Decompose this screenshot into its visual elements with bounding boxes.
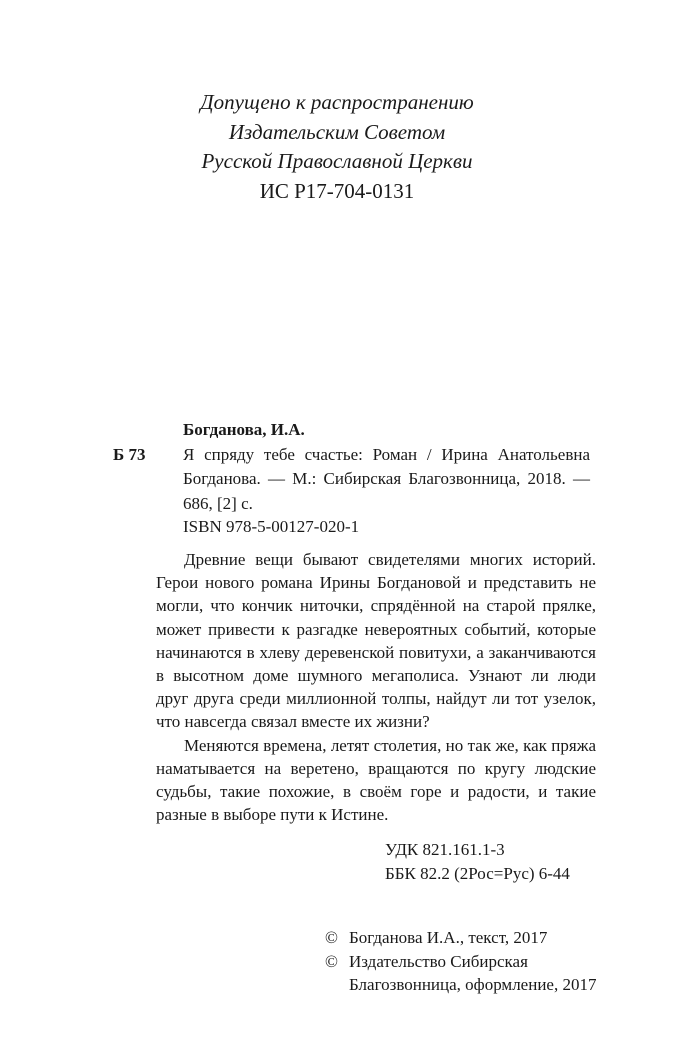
approval-code: ИС Р17-704-0131 — [259, 178, 415, 203]
annotation-paragraph-2: Меняются времена, летят столетия, но так же, как пряжа наматывается на веретено, вращаются по кругу людские судьбы, такие похожие, в своём горе и радости, и такие разные в выборе пути к Истине. — [156, 735, 596, 825]
copyright-icon: © — [325, 928, 338, 947]
copyright-publisher — [325, 950, 596, 974]
copyright-author-text: Богданова И.А., текст, 2017 — [349, 928, 548, 947]
approval-line-3: Русской Православной Церкви — [201, 149, 473, 173]
approval-block — [0, 88, 674, 206]
annotation — [156, 548, 596, 826]
approval-line-2: Издательским Советом — [228, 119, 446, 144]
isbn: ISBN 978-5-00127-020-1 — [183, 517, 360, 536]
copyright-publisher-continued: Благозвонница, оформление, 2017 — [349, 975, 597, 994]
copyright-publisher-text: Издательство Сибирская — [349, 951, 528, 971]
approval-line-1: Допущено к распространению — [200, 90, 474, 114]
bbk-code: ББК 82.2 (2Рос=Рус) 6-44 — [385, 863, 570, 883]
author-mark: Б 73 — [113, 444, 146, 464]
udk-code: УДК 821.161.1-3 — [385, 840, 505, 859]
copyright-block — [325, 926, 596, 997]
bibliographic-description: Я спряду тебе счастье: Роман / Ирина Анатольевна Богданова. — М.: Сибирская Благозвонница, 2018. — 686, [2] с. — [183, 444, 590, 513]
annotation-paragraph-1: Древние вещи бывают свидетелями многих историй. Герои нового романа Ирины Богдановой и представить не могли, что кончик ниточки, спрядённой на старой прялке, может привести к разгадке невероятных событий, которые начинаются в хлеву деревенской повитухи, а заканчиваются в высотном доме шумного мегаполиса. Узнают ли люди друг друга среди миллионной толпы, найдут ли тот узелок, что навсегда связал вместе их жизни? — [156, 550, 596, 732]
classification-codes — [385, 838, 570, 885]
author-heading: Богданова, И.А. — [183, 420, 305, 439]
copyright-author — [325, 926, 596, 950]
copyright-icon: © — [325, 951, 338, 971]
